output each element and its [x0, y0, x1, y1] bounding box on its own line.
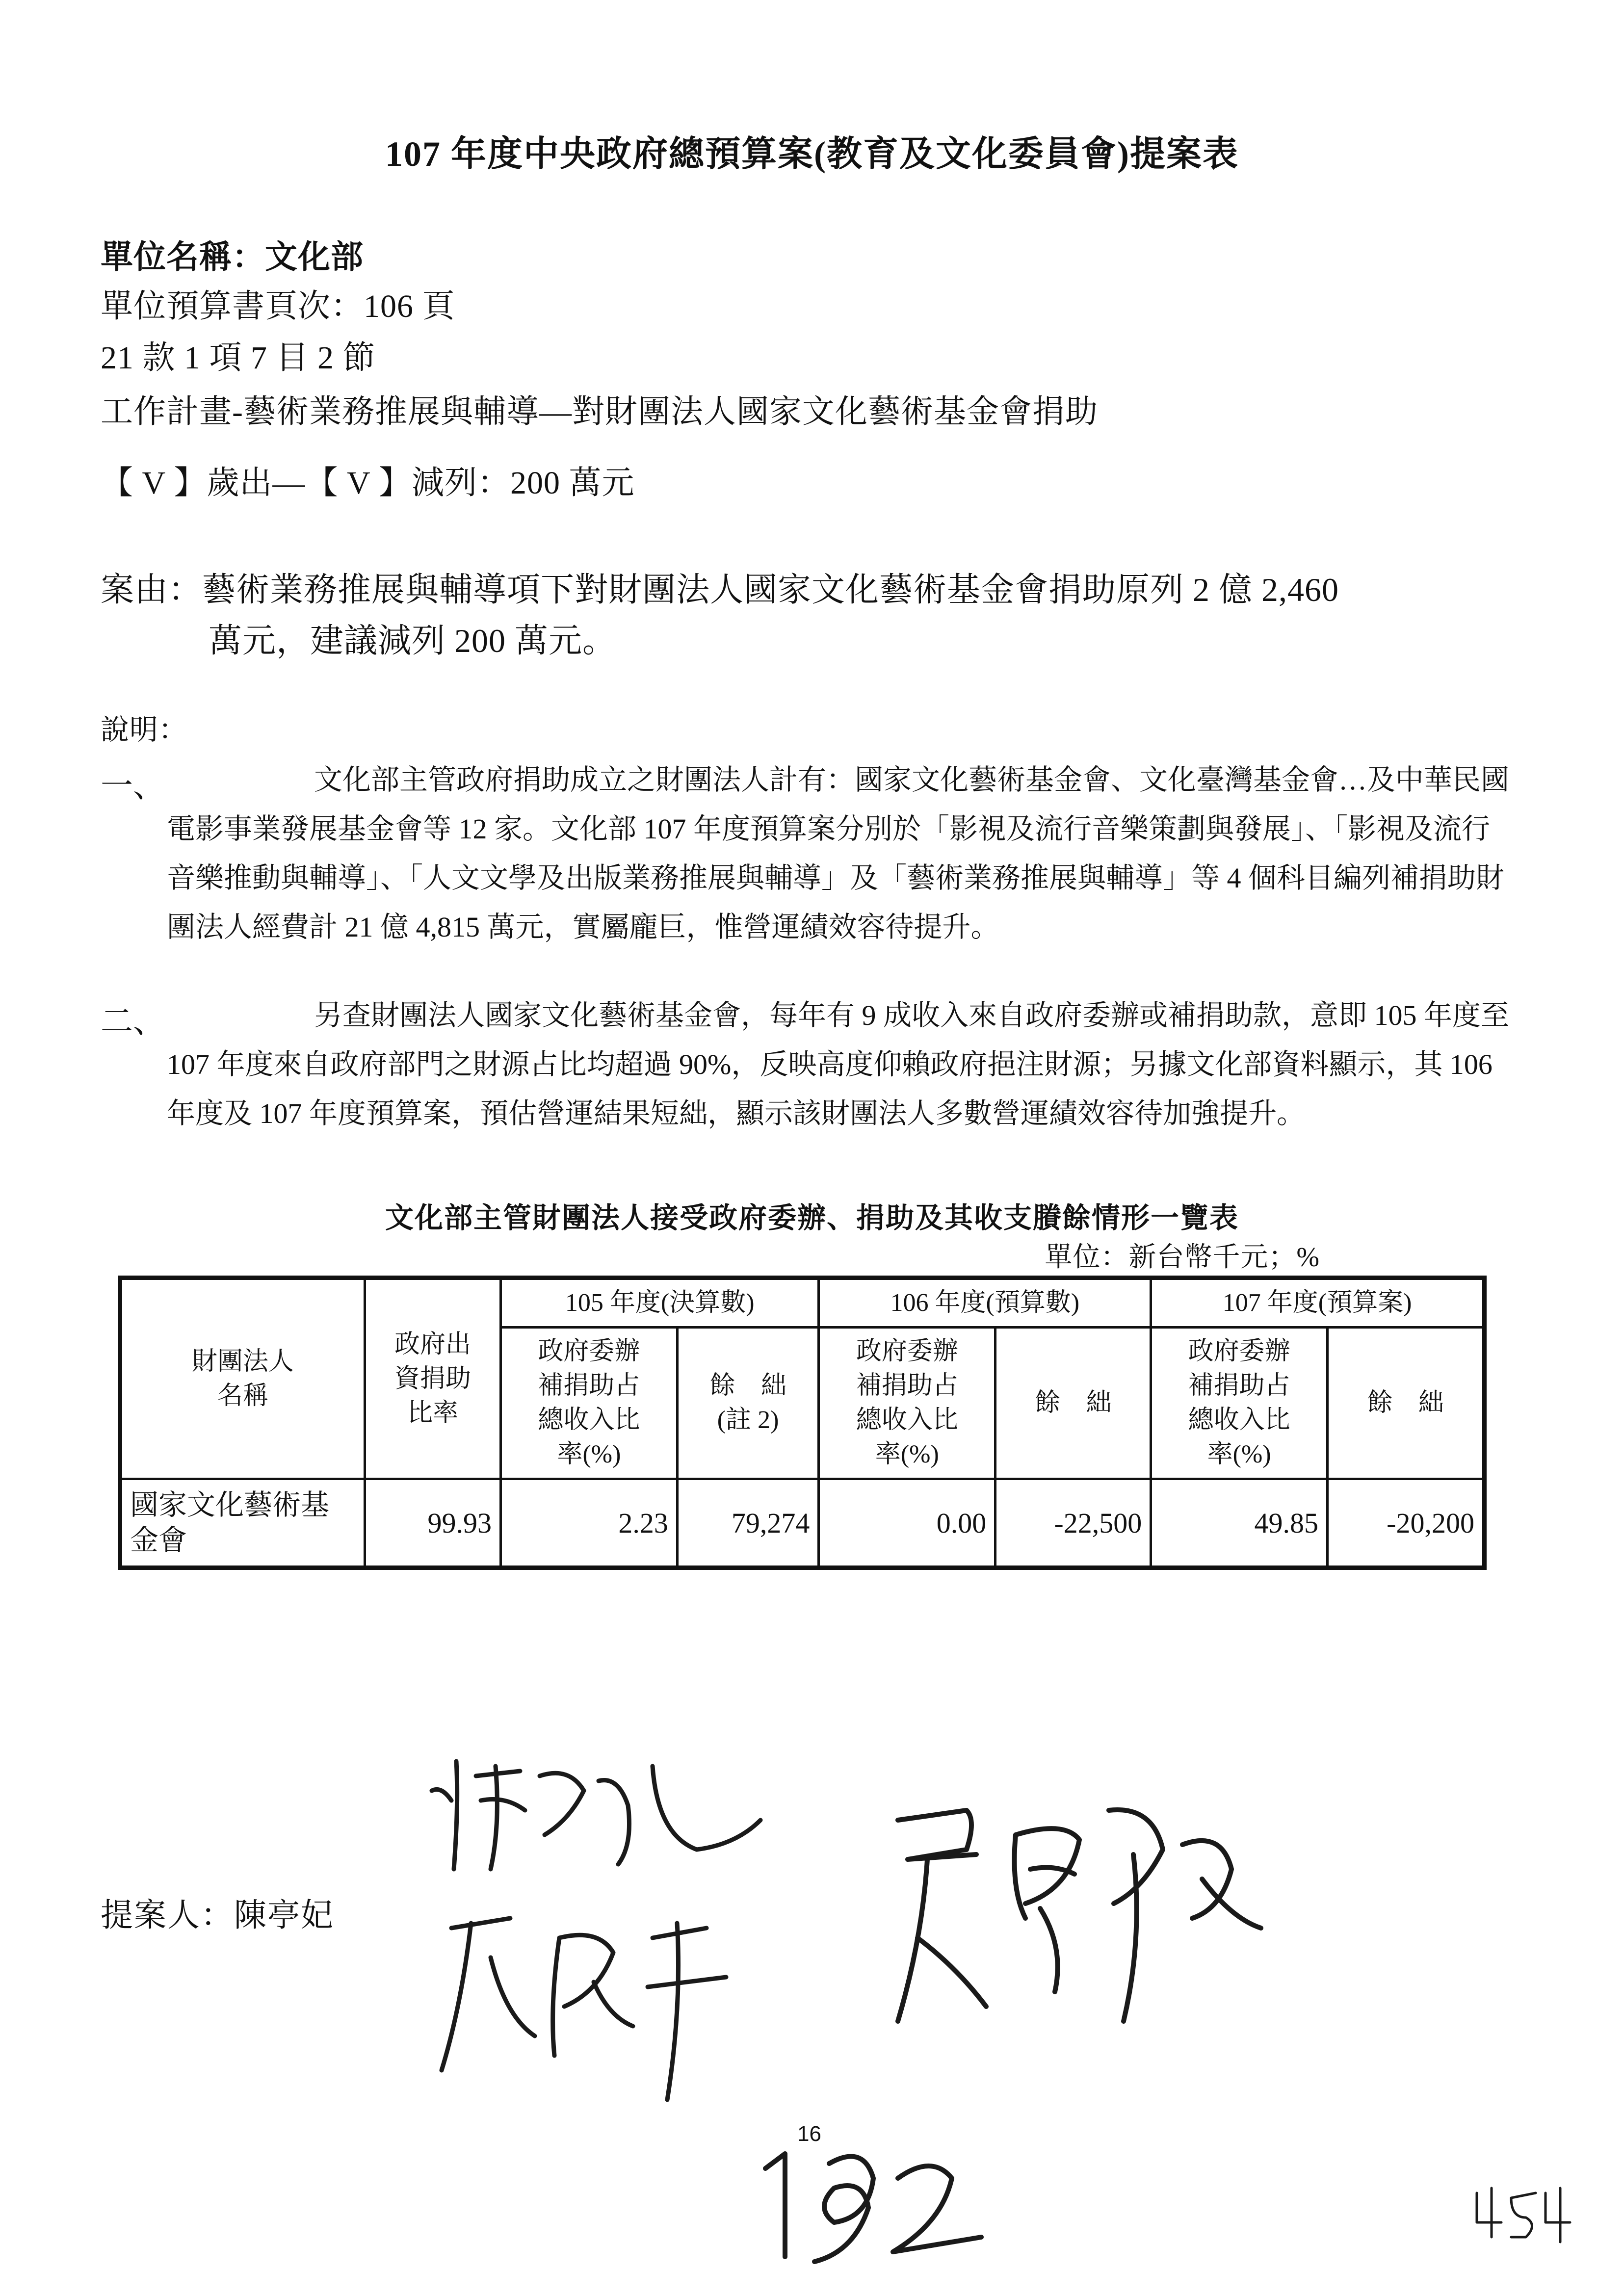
table-caption: 文化部主管財團法人接受政府委辦、捐助及其收支賸餘情形一覽表 [385, 1202, 1239, 1234]
budget-item: 21 款 1 項 7 目 2 節 [101, 340, 376, 376]
item-number-2: 二、 [101, 1004, 165, 1040]
ratio-106-cell: 0.00 [819, 1479, 995, 1568]
explanation-item-1 [101, 756, 1514, 952]
header-balance-107: 餘 絀 [1328, 1328, 1485, 1479]
signature-3 [878, 1791, 1320, 2065]
table-body [120, 1479, 1485, 1568]
gov-ratio-cell: 99.93 [365, 1479, 501, 1568]
table-row [120, 1479, 1485, 1568]
header-ratio-107: 政府委辦 補捐助占 總收入比 率(%) [1151, 1328, 1328, 1479]
item-text-2: 另查財團法人國家文化藝術基金會，每年有 9 成收入來自政府委辦或補捐助款，意即 105 年度至 107 年度來自政府部門之財源占比均超過 90%，反映高度仰賴政府挹注財源；另據文化部資料顯示，其 106 年度及 107 年度預算案，預估營運結果短絀，顯示該財團法人多數營運績效容待加強提升。 [167, 999, 1510, 1129]
budget-table [118, 1276, 1487, 1570]
signature-2 [432, 1908, 775, 2105]
work-plan: 工作計畫-藝術業務推展與輔導—對財團法人國家文化藝術基金會捐助 [101, 394, 1098, 430]
ratio-105-cell: 2.23 [501, 1479, 678, 1568]
handwritten-192 [756, 2124, 991, 2271]
balance-106-cell: -22,500 [995, 1479, 1151, 1568]
header-year-107: 107 年度(預算案) [1151, 1278, 1485, 1328]
header-name: 財團法人 名稱 [120, 1278, 365, 1479]
foundation-name-cell: 國家文化藝術基金會 [120, 1479, 365, 1568]
item-text-1: 文化部主管政府捐助成立之財團法人計有：國家文化藝術基金會、文化臺灣基金會…及中華民國電影事業發展基金會等 12 家。文化部 107 年度預算案分別於「影視及流行音樂策劃與發展」、「影視及流行音樂推動與輔導」、「人文文學及出版業務推展與輔導」及「藝術業務推展與輔導」等 4 個科目編列補捐助財團法人經費計 21 億 4,815 萬元，實屬龐巨，惟營運績效容待提升。 [167, 764, 1510, 943]
signature-1 [422, 1747, 765, 1894]
explanation-label: 說明： [101, 714, 188, 746]
header-balance-105: 餘 絀 (註 2) [677, 1328, 819, 1479]
case-line1: 藝術業務推展與輔導項下對財團法人國家文化藝術基金會捐助原列 2 億 2,460 [202, 571, 1339, 608]
page-title: 107 年度中央政府總預算案(教育及文化委員會)提案表 [385, 134, 1239, 174]
case-line2: 萬元，建議減列 200 萬元。 [209, 622, 617, 659]
header-year-106: 106 年度(預算數) [819, 1278, 1151, 1328]
case-reason [101, 564, 1514, 666]
budget-page: 單位預算書頁次：106 頁 [101, 288, 455, 324]
table-unit-note: 單位：新台幣千元；% [1045, 1242, 1320, 1273]
proposer: 提案人：陳亭妃 [101, 1898, 334, 1933]
handwritten-454 [1472, 2178, 1590, 2247]
item-number-1: 一、 [101, 768, 165, 804]
balance-107-cell: -20,200 [1328, 1479, 1485, 1568]
header-gov-ratio: 政府出 資捐助 比率 [365, 1278, 501, 1479]
header-year-105: 105 年度(決算數) [501, 1278, 819, 1328]
header-ratio-106: 政府委辦 補捐助占 總收入比 率(%) [819, 1328, 995, 1479]
unit-name: 單位名稱：文化部 [101, 239, 364, 275]
header-balance-106: 餘 絀 [995, 1328, 1151, 1479]
budget-action: 【 V 】歲出—【 V 】減列：200 萬元 [101, 465, 635, 501]
case-label: 案由： [101, 571, 203, 608]
explanation-item-2 [101, 991, 1514, 1138]
header-ratio-105: 政府委辦 補捐助占 總收入比 率(%) [501, 1328, 678, 1479]
ratio-107-cell: 49.85 [1151, 1479, 1328, 1568]
page-number: 16 [797, 2122, 821, 2146]
balance-105-cell: 79,274 [677, 1479, 819, 1568]
